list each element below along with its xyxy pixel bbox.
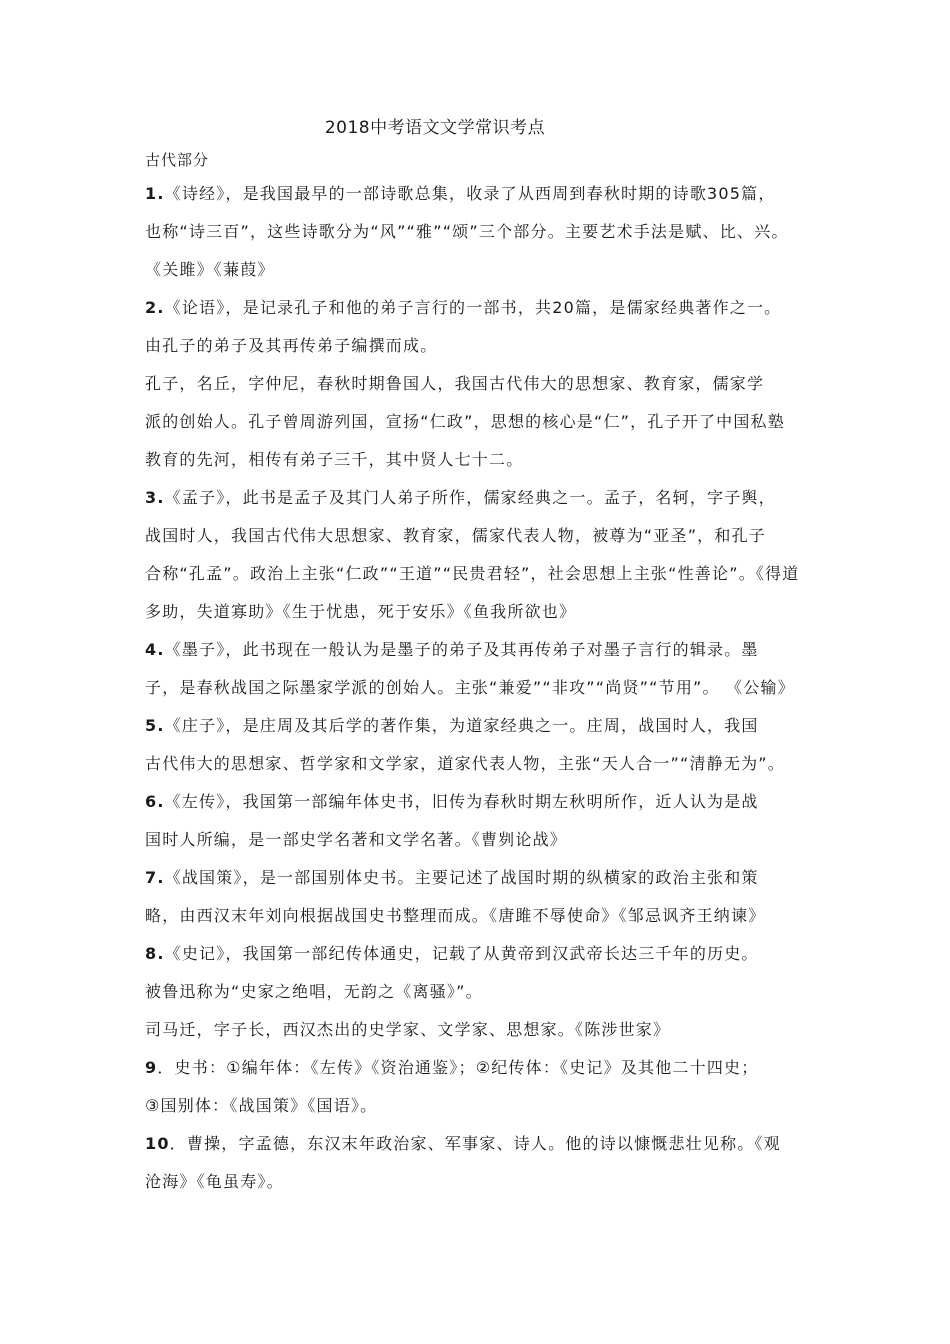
line-text: 战国时人，我国古代伟大思想家、教育家，儒家代表人物，被尊为“亚圣”，和孔子 [145,526,766,545]
line-text: 《关雎》《蒹葭》 [145,260,275,279]
text-line [145,677,845,699]
text-line [145,639,845,661]
line-text: 古代伟大的思想家、哲学家和文学家，道家代表人物，主张“天人合一”“清静无为”。 [145,754,785,773]
text-line [145,943,845,965]
line-text: 沧海》《龟虽寿》。 [145,1172,284,1191]
text-line [145,335,845,357]
item-number: 3. [145,488,165,507]
text-line [145,563,845,585]
item-number: 9 [145,1058,158,1077]
line-text: 《诗经》，是我国最早的一部诗歌总集，收录了从西周到春秋时期的诗歌305篇， [164,184,776,203]
line-text: ．曹操，字孟德，东汉末年政治家、军事家、诗人。他的诗以慷慨悲壮见称。《观 [169,1134,781,1153]
text-line [145,601,845,623]
text-line [145,1057,845,1079]
text-line [145,259,845,281]
item-number: 8. [145,944,165,963]
line-text: 《墨子》，此书现在一般认为是墨子的弟子及其再传弟子对墨子言行的辑录。墨 [164,640,759,659]
text-line [145,1171,845,1193]
line-text: 由孔子的弟子及其再传弟子编撰而成。 [145,336,438,355]
line-text: 《庄子》，是庄周及其后学的著作集，为道家经典之一。庄周，战国时人，我国 [164,716,759,735]
text-line [145,1095,845,1117]
line-text: ．史书：①编年体：《左传》《资治通鉴》；②纪传体：《史记》及其他二十四史； [157,1058,759,1077]
text-line [145,715,845,737]
line-text: 《左传》，我国第一部编年体史书，旧传为春秋时期左秋明所作，近人认为是战 [164,792,759,811]
line-text: 子，是春秋战国之际墨家学派的创始人。主张“兼爱”“非攻”“尚贤”“节用”。 《公输》 [145,678,795,697]
section-heading: 古代部分 [145,151,210,169]
item-number: 6. [145,792,165,811]
text-line [145,411,845,433]
text-line [145,791,845,813]
text-line [145,183,845,205]
text-line [145,829,845,851]
text-line [145,981,845,1003]
line-text: 《史记》，我国第一部纪传体通史，记载了从黄帝到汉武帝长达三千年的历史。 [164,944,759,963]
text-line [145,753,845,775]
line-text: 孔子，名丘，字仲尼，春秋时期鲁国人，我国古代伟大的思想家、教育家，儒家学 [145,374,765,393]
text-line [145,487,845,509]
line-text: 教育的先河，相传有弟子三千，其中贤人七十二。 [145,450,524,469]
line-text: 《孟子》，此书是孟子及其门人弟子所作，儒家经典之一。孟子，名轲，字子舆， [164,488,776,507]
line-text: 司马迁，字子长，西汉杰出的史学家、文学家、思想家。《陈涉世家》 [145,1020,671,1039]
line-text: 多助，失道寡助》《生于忧患，死于安乐》《鱼我所欲也》 [145,602,577,621]
item-number: 5. [145,716,165,735]
text-line [145,449,845,471]
line-text: 也称“诗三百”，这些诗歌分为“风”“雅”“颂”三个部分。主要艺术手法是赋、比、兴。 [145,222,789,241]
item-number: 10 [145,1134,170,1153]
item-number: 4. [145,640,165,659]
text-line [145,905,845,927]
line-text: 合称“孔孟”。政治上主张“仁政”“王道”“民贵君轻”，社会思想上主张“性善论”。《得道 [145,564,800,583]
line-text: 《战国策》，是一部国别体史书。主要记述了战国时期的纵横家的政治主张和策 [164,868,759,887]
line-text: 略，由西汉末年刘向根据战国史书整理而成。《唐雎不辱使命》《邹忌讽齐王纳谏》 [145,906,766,925]
line-text: 被鲁迅称为“史家之绝唱，无韵之《离骚》”。 [145,982,483,1001]
text-line [145,867,845,889]
item-number: 7. [145,868,165,887]
item-number: 1. [145,184,165,203]
text-line [145,297,845,319]
line-text: 《论语》，是记录孔子和他的弟子言行的一部书，共20篇，是儒家经典著作之一。 [164,298,782,317]
document-title: 2018中考语文文学常识考点 [324,118,546,138]
text-line [145,525,845,547]
text-line [145,221,845,243]
line-text: ③国别体：《战国策》《国语》。 [145,1096,378,1115]
line-text: 国时人所编，是一部史学名著和文学名著。《曹刿论战》 [145,830,568,849]
item-number: 2. [145,298,165,317]
text-line [145,1133,845,1155]
line-text: 派的创始人。孔子曾周游列国，宣扬“仁政”，思想的核心是“仁”，孔子开了中国私塾 [145,412,785,431]
text-line [145,373,845,395]
text-line [145,1019,845,1041]
